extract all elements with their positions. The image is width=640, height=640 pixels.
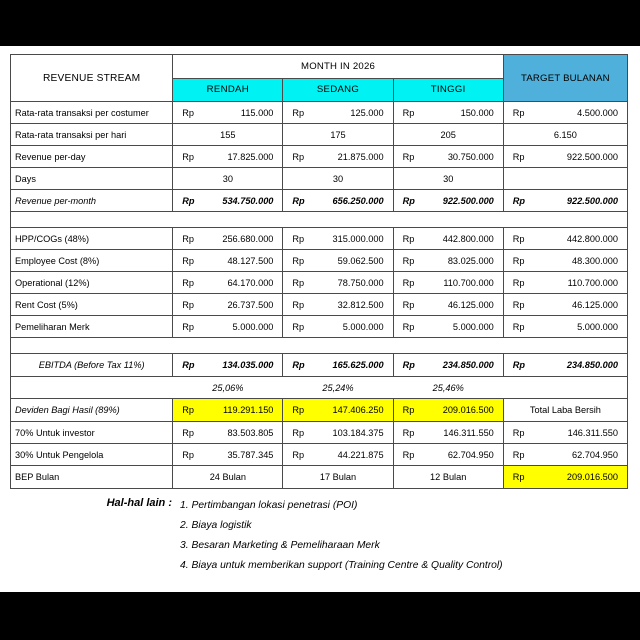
currency-symbol: Rp bbox=[182, 449, 194, 460]
amount: 125.000 bbox=[350, 107, 384, 118]
currency-symbol: Rp bbox=[292, 255, 305, 266]
cell-value bbox=[393, 316, 503, 338]
currency-symbol: Rp bbox=[512, 299, 525, 310]
cell-value: 175 bbox=[283, 124, 393, 146]
currency-symbol: Rp bbox=[512, 107, 525, 118]
amount: 209.016.500 bbox=[566, 472, 618, 482]
cell-value bbox=[393, 102, 503, 124]
amount: 315.000.000 bbox=[332, 233, 384, 244]
currency-symbol: Rp bbox=[292, 233, 305, 244]
currency-symbol: Rp bbox=[402, 321, 415, 332]
amount: 17.825.000 bbox=[227, 151, 274, 162]
amount: 922.500.000 bbox=[566, 195, 618, 206]
amount: 150.000 bbox=[460, 107, 494, 118]
note-item: 4. Biaya untuk memberikan support (Training Centre & Quality Control) bbox=[180, 560, 503, 571]
currency-symbol: Rp bbox=[402, 405, 415, 415]
table-row bbox=[11, 250, 628, 272]
currency-symbol: Rp bbox=[182, 427, 194, 438]
notes-list bbox=[180, 496, 503, 576]
currency-symbol: Rp bbox=[512, 255, 525, 266]
spacer-row bbox=[11, 338, 628, 354]
amount: 442.800.000 bbox=[566, 233, 618, 244]
cell-value bbox=[393, 272, 503, 294]
currency-symbol: Rp bbox=[402, 449, 415, 460]
margin-value: 25,24% bbox=[283, 377, 393, 399]
cell-value bbox=[173, 102, 283, 124]
cell-value bbox=[173, 146, 283, 168]
currency-symbol: Rp bbox=[292, 107, 305, 118]
header-scenario-sedang: SEDANG bbox=[283, 78, 393, 102]
cell-target-value bbox=[503, 294, 627, 316]
cell-value bbox=[283, 102, 393, 124]
amount: 62.704.950 bbox=[447, 449, 494, 460]
currency-symbol: Rp bbox=[292, 427, 305, 438]
spacer-cell bbox=[173, 212, 283, 228]
cell-value bbox=[173, 422, 283, 444]
table-row bbox=[11, 444, 628, 466]
note-item: 1. Pertimbangan lokasi penetrasi (POI) bbox=[180, 500, 358, 511]
cell-value: 24 Bulan bbox=[173, 466, 283, 489]
cell-target-value bbox=[503, 146, 627, 168]
row-label: 30% Untuk Pengelola bbox=[11, 444, 173, 466]
amount: 5.000.000 bbox=[232, 321, 274, 332]
table-row-revenue-per-month bbox=[11, 190, 628, 212]
amount: 46.125.000 bbox=[572, 299, 618, 310]
cell-target-value bbox=[503, 228, 627, 250]
row-label: Operational (12%) bbox=[11, 272, 173, 294]
footer-notes bbox=[0, 496, 640, 576]
table-row-margin-percent bbox=[11, 377, 628, 399]
amount: 146.311.550 bbox=[567, 427, 618, 438]
row-label: 70% Untuk investor bbox=[11, 422, 173, 444]
currency-symbol: Rp bbox=[182, 195, 195, 206]
cell-value: 205 bbox=[393, 124, 503, 146]
currency-symbol: Rp bbox=[182, 299, 194, 310]
table-row bbox=[11, 228, 628, 250]
amount: 234.850.000 bbox=[566, 360, 618, 370]
amount: 4.500.000 bbox=[577, 107, 618, 118]
currency-symbol: Rp bbox=[512, 360, 526, 370]
amount: 44.221.875 bbox=[337, 449, 384, 460]
cell-value bbox=[283, 422, 393, 444]
currency-symbol: Rp bbox=[402, 107, 415, 118]
amount: 78.750.000 bbox=[337, 277, 384, 288]
notes-label: Hal-hal lain : bbox=[106, 497, 172, 509]
cell-value bbox=[393, 250, 503, 272]
currency-symbol: Rp bbox=[512, 151, 525, 162]
amount: 59.062.500 bbox=[337, 255, 384, 266]
amount: 48.300.000 bbox=[572, 255, 618, 266]
amount: 26.737.500 bbox=[227, 299, 274, 310]
row-label: Pemeliharan Merk bbox=[11, 316, 173, 338]
currency-symbol: Rp bbox=[292, 321, 305, 332]
currency-symbol: Rp bbox=[512, 321, 525, 332]
currency-symbol: Rp bbox=[292, 151, 305, 162]
cell-value-highlighted bbox=[283, 399, 393, 422]
cell-value bbox=[173, 294, 283, 316]
cell-value bbox=[283, 190, 393, 212]
cell-target-value bbox=[503, 190, 627, 212]
amount: 5.000.000 bbox=[577, 321, 618, 332]
cell-value bbox=[173, 228, 283, 250]
currency-symbol: Rp bbox=[402, 233, 415, 244]
spacer-cell bbox=[173, 338, 283, 354]
amount: 656.250.000 bbox=[332, 195, 384, 206]
row-label: Employee Cost (8%) bbox=[11, 250, 173, 272]
spacer-cell bbox=[11, 212, 173, 228]
financial-projection-table bbox=[10, 54, 628, 489]
currency-symbol: Rp bbox=[182, 277, 194, 288]
currency-symbol: Rp bbox=[182, 405, 194, 415]
cell-value bbox=[173, 444, 283, 466]
currency-symbol: Rp bbox=[182, 255, 194, 266]
amount: 165.625.000 bbox=[332, 360, 384, 370]
spreadsheet-sheet bbox=[0, 46, 640, 592]
header-revenue-stream: REVENUE STREAM bbox=[11, 55, 173, 102]
note-item: 2. Biaya logistik bbox=[180, 520, 252, 531]
spacer-cell bbox=[503, 338, 627, 354]
currency-symbol: Rp bbox=[402, 299, 415, 310]
amount: 256.680.000 bbox=[222, 233, 274, 244]
cell-value-highlighted bbox=[393, 399, 503, 422]
table-row bbox=[11, 294, 628, 316]
cell-target-value bbox=[503, 102, 627, 124]
currency-symbol: Rp bbox=[292, 449, 305, 460]
spacer-cell bbox=[283, 212, 393, 228]
cell-value bbox=[393, 422, 503, 444]
table-row bbox=[11, 316, 628, 338]
amount: 35.787.345 bbox=[227, 449, 274, 460]
currency-symbol: Rp bbox=[292, 405, 305, 415]
currency-symbol: Rp bbox=[512, 427, 525, 438]
cell-value bbox=[393, 228, 503, 250]
currency-symbol: Rp bbox=[512, 277, 525, 288]
cell-value bbox=[283, 294, 393, 316]
table-header-row-1 bbox=[11, 55, 628, 79]
cell-value: 30 bbox=[283, 168, 393, 190]
currency-symbol: Rp bbox=[512, 233, 525, 244]
cell-value-highlighted bbox=[173, 399, 283, 422]
cell-target-value bbox=[503, 272, 627, 294]
spacer-cell bbox=[393, 338, 503, 354]
amount: 46.125.000 bbox=[447, 299, 494, 310]
cell-target-value bbox=[503, 444, 627, 466]
cell-value bbox=[173, 190, 283, 212]
header-target-bulanan: TARGET BULANAN bbox=[503, 55, 627, 102]
cell-target-value-highlighted bbox=[503, 466, 627, 489]
currency-symbol: Rp bbox=[292, 299, 305, 310]
amount: 119.291.150 bbox=[223, 405, 274, 415]
table-row bbox=[11, 124, 628, 146]
cell-value bbox=[283, 272, 393, 294]
amount: 103.184.375 bbox=[332, 427, 384, 438]
row-label: Days bbox=[11, 168, 173, 190]
cell-value bbox=[283, 354, 393, 377]
cell-total-laba-bersih: Total Laba Bersih bbox=[503, 399, 627, 422]
cell-target-value bbox=[503, 316, 627, 338]
table-row bbox=[11, 102, 628, 124]
amount: 5.000.000 bbox=[452, 321, 494, 332]
spacer-cell bbox=[393, 212, 503, 228]
spacer-cell bbox=[283, 338, 393, 354]
header-scenario-rendah: RENDAH bbox=[173, 78, 283, 102]
amount: 209.016.500 bbox=[442, 405, 494, 415]
cell-target-value bbox=[503, 422, 627, 444]
cell-value bbox=[283, 228, 393, 250]
currency-symbol: Rp bbox=[402, 255, 415, 266]
currency-symbol: Rp bbox=[402, 277, 415, 288]
currency-symbol: Rp bbox=[402, 151, 415, 162]
row-label: Rent Cost (5%) bbox=[11, 294, 173, 316]
cell-value: 30 bbox=[393, 168, 503, 190]
amount: 234.850.000 bbox=[442, 360, 494, 370]
currency-symbol: Rp bbox=[512, 449, 525, 460]
amount: 134.035.000 bbox=[222, 360, 274, 370]
amount: 442.800.000 bbox=[442, 233, 494, 244]
cell-value bbox=[173, 272, 283, 294]
cell-value bbox=[393, 190, 503, 212]
letterbox-top-bar bbox=[0, 0, 640, 46]
amount: 30.750.000 bbox=[447, 151, 494, 162]
table-row-dividend bbox=[11, 399, 628, 422]
currency-symbol: Rp bbox=[512, 195, 526, 206]
cell-value bbox=[283, 316, 393, 338]
margin-row-blank bbox=[11, 377, 173, 399]
header-scenario-tinggi: TINGGI bbox=[393, 78, 503, 102]
cell-value bbox=[393, 354, 503, 377]
cell-value bbox=[393, 146, 503, 168]
amount: 922.500.000 bbox=[566, 151, 618, 162]
currency-symbol: Rp bbox=[402, 195, 415, 206]
table-row bbox=[11, 272, 628, 294]
currency-symbol: Rp bbox=[402, 360, 415, 370]
amount: 5.000.000 bbox=[342, 321, 384, 332]
cell-value bbox=[283, 250, 393, 272]
amount: 62.704.950 bbox=[572, 449, 618, 460]
amount: 147.406.250 bbox=[332, 405, 384, 415]
row-label: EBITDA (Before Tax 11%) bbox=[11, 354, 173, 377]
cell-value: 155 bbox=[173, 124, 283, 146]
currency-symbol: Rp bbox=[182, 321, 194, 332]
table-row bbox=[11, 168, 628, 190]
cell-target-value bbox=[503, 354, 627, 377]
spacer-cell bbox=[503, 212, 627, 228]
amount: 48.127.500 bbox=[227, 255, 274, 266]
cell-value bbox=[283, 146, 393, 168]
cell-target-value bbox=[503, 250, 627, 272]
row-label: Revenue per-day bbox=[11, 146, 173, 168]
cell-value bbox=[173, 316, 283, 338]
amount: 32.812.500 bbox=[337, 299, 384, 310]
cell-value bbox=[173, 250, 283, 272]
row-label: HPP/COGs (48%) bbox=[11, 228, 173, 250]
row-label: Deviden Bagi Hasil (89%) bbox=[11, 399, 173, 422]
amount: 21.875.000 bbox=[337, 151, 384, 162]
amount: 110.700.000 bbox=[443, 277, 494, 288]
spacer-row bbox=[11, 212, 628, 228]
header-month-group: MONTH IN 2026 bbox=[173, 55, 504, 79]
cell-value: 30 bbox=[173, 168, 283, 190]
amount: 922.500.000 bbox=[442, 195, 494, 206]
currency-symbol: Rp bbox=[512, 472, 525, 482]
amount: 115.000 bbox=[240, 107, 274, 118]
currency-symbol: Rp bbox=[182, 151, 194, 162]
spacer-cell bbox=[11, 338, 173, 354]
row-label: Rata-rata transaksi per hari bbox=[11, 124, 173, 146]
amount: 83.503.805 bbox=[227, 427, 274, 438]
margin-target-blank bbox=[503, 377, 627, 399]
cell-value: 17 Bulan bbox=[283, 466, 393, 489]
amount: 146.311.550 bbox=[443, 427, 494, 438]
cell-value bbox=[173, 354, 283, 377]
margin-value: 25,46% bbox=[393, 377, 503, 399]
amount: 110.700.000 bbox=[567, 277, 618, 288]
row-label: Rata-rata transaksi per costumer bbox=[11, 102, 173, 124]
cell-value bbox=[283, 444, 393, 466]
table-row bbox=[11, 146, 628, 168]
row-label: BEP Bulan bbox=[11, 466, 173, 489]
currency-symbol: Rp bbox=[182, 360, 195, 370]
cell-target-value: 6.150 bbox=[503, 124, 627, 146]
row-label: Revenue per-month bbox=[11, 190, 173, 212]
table-row bbox=[11, 422, 628, 444]
cell-value: 12 Bulan bbox=[393, 466, 503, 489]
amount: 64.170.000 bbox=[227, 277, 274, 288]
table-row-ebitda bbox=[11, 354, 628, 377]
table-row-bep bbox=[11, 466, 628, 489]
margin-value: 25,06% bbox=[173, 377, 283, 399]
letterbox-bottom-bar bbox=[0, 592, 640, 640]
note-item: 3. Besaran Marketing & Pemeliharaan Merk bbox=[180, 540, 380, 551]
amount: 534.750.000 bbox=[222, 195, 274, 206]
currency-symbol: Rp bbox=[292, 360, 305, 370]
currency-symbol: Rp bbox=[182, 107, 194, 118]
currency-symbol: Rp bbox=[182, 233, 194, 244]
currency-symbol: Rp bbox=[292, 277, 305, 288]
amount: 83.025.000 bbox=[447, 255, 494, 266]
currency-symbol: Rp bbox=[292, 195, 305, 206]
cell-value bbox=[393, 444, 503, 466]
cell-value bbox=[393, 294, 503, 316]
cell-target-value bbox=[503, 168, 627, 190]
currency-symbol: Rp bbox=[402, 427, 415, 438]
